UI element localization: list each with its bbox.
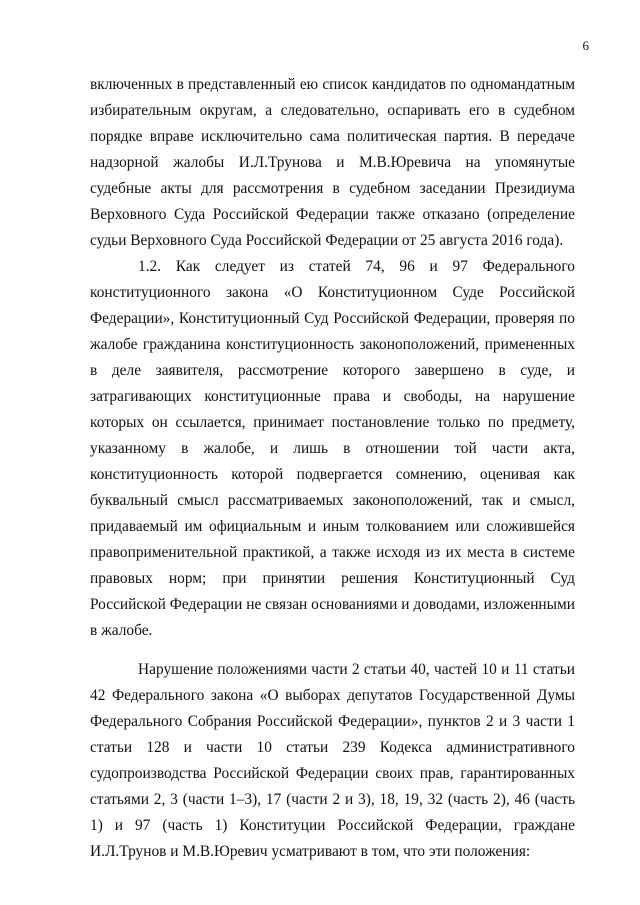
paragraph-violation: Нарушение положениями части 2 статьи 40, частей 10 и 11 статьи 42 Федерального закона «О выборах депутатов Государственной Думы Федерального Собрания Российской Федерации», пунктов 2 и 3 части 1 статьи 128 и части 10 статьи 239 Кодекса административного судопроизводства Российской Федерации своих прав, гарантированных статьями 2, 3 (части 1–3), 17 (части 2 и 3), 18, 19, 32 (часть 2), 46 (часть 1) и 97 (часть 1) Конституции Российской Федерации, граждане И.Л.Трунов и М.В.Юревич усматривают в том, что эти положения: — [90, 661, 575, 860]
paragraph-continuation: включенных в представленный ею список кандидатов по одномандатным избирательным округам, а следовательно, оспаривать его в судебном порядке вправе исключительно сама политическая партия. В передаче надзорной жалобы И.Л.Трунова и М.В.Юревича на упомянутые судебные акты для рассмотрения в судебном заседании Президиума Верховного Суда Российской Федерации также отказано (определение судьи Верховного Суда Российской Федерации от 25 августа 2016 года). — [90, 76, 575, 249]
page-number: 6 — [582, 38, 589, 53]
document-body — [90, 72, 575, 865]
paragraph-section-1-2: 1.2. Как следует из статей 74, 96 и 97 Федерального конституционного закона «О Конституционном Суде Российской Федерации», Конституционный Суд Российской Федерации, проверяя по жалобе гражданина конституционность законоположений, примененных в деле заявителя, рассмотрение которого завершено в суде, и затрагивающих конституционные права и свободы, на нарушение которых он ссылается, принимает постановление только по предмету, указанному в жалобе, и лишь в отношении той части акта, конституционность которой подвергается сомнению, оценивая как буквальный смысл рассматриваемых законоположений, так и смысл, придаваемый им официальным и иным толкованием или сложившейся правоприменительной практикой, а также исходя из их места в системе правовых норм; при принятии решения Конституционный Суд Российской Федерации не связан основаниями и доводами, изложенными в жалобе. — [90, 258, 575, 639]
